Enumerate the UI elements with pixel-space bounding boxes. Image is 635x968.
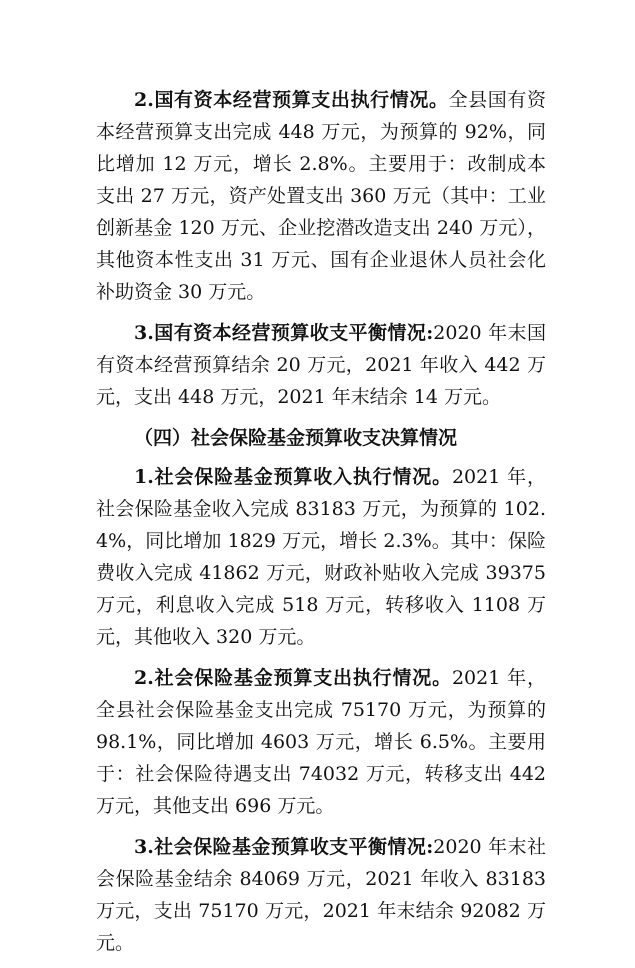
paragraph-state-capital-expenditure (96, 84, 546, 308)
paragraph-text: 2020 年末社会保险基金结余 84069 万元，2021 年收入 83183 万元，支出 75170 万元，2021 年末结余 92082 万元。 (96, 836, 546, 954)
paragraph-lead: 3.社会保险基金预算收支平衡情况: (134, 836, 434, 858)
paragraph-social-insurance-balance (96, 831, 546, 959)
paragraph-state-capital-balance (96, 317, 546, 413)
paragraph-text: 2020 年末国有资本经营预算结余 20 万元，2021 年收入 442 万元，支出 448 万元，2021 年末结余 14 万元。 (96, 322, 546, 408)
paragraph-lead: 3.国有资本经营预算收支平衡情况: (134, 322, 434, 344)
paragraph-text: 2021 年，社会保险基金收入完成 83183 万元，为预算的 102.4%，同比增加 1829 万元，增长 2.3%。其中：保险费收入完成 41862 万元，财政补贴收入完成 39375 万元，利息收入完成 518 万元，转移收入 1108 万元，其他收入 320 万元。 (96, 466, 546, 648)
paragraph-lead: 2.社会保险基金预算支出执行情况。 (134, 667, 452, 689)
section-heading-social-insurance: （四）社会保险基金预算收支决算情况 (134, 427, 458, 449)
paragraph-social-insurance-expenditure (96, 662, 546, 822)
paragraph-text: 全县国有资本经营预算支出完成 448 万元，为预算的 92%，同比增加 12 万元，增长 2.8%。主要用于：改制成本支出 27 万元，资产处置支出 360 万元（其中：工业创新基金 120 万元、企业挖潜改造支出 240 万元），其他资本性支出 31 万元、国有企业退休人员社会化补助资金 30 万元。 (96, 89, 546, 303)
paragraph-lead: 2.国有资本经营预算支出执行情况。 (134, 89, 449, 111)
paragraph-lead: 1.社会保险基金预算收入执行情况。 (134, 466, 452, 488)
paragraph-social-insurance-revenue (96, 461, 546, 653)
document-body (96, 84, 546, 968)
paragraph-text: 2021 年，全县社会保险基金支出完成 75170 万元，为预算的 98.1%，同比增加 4603 万元，增长 6.5%。主要用于：社会保险待遇支出 74032 万元，转移支出 442 万元，其他支出 696 万元。 (96, 667, 546, 817)
